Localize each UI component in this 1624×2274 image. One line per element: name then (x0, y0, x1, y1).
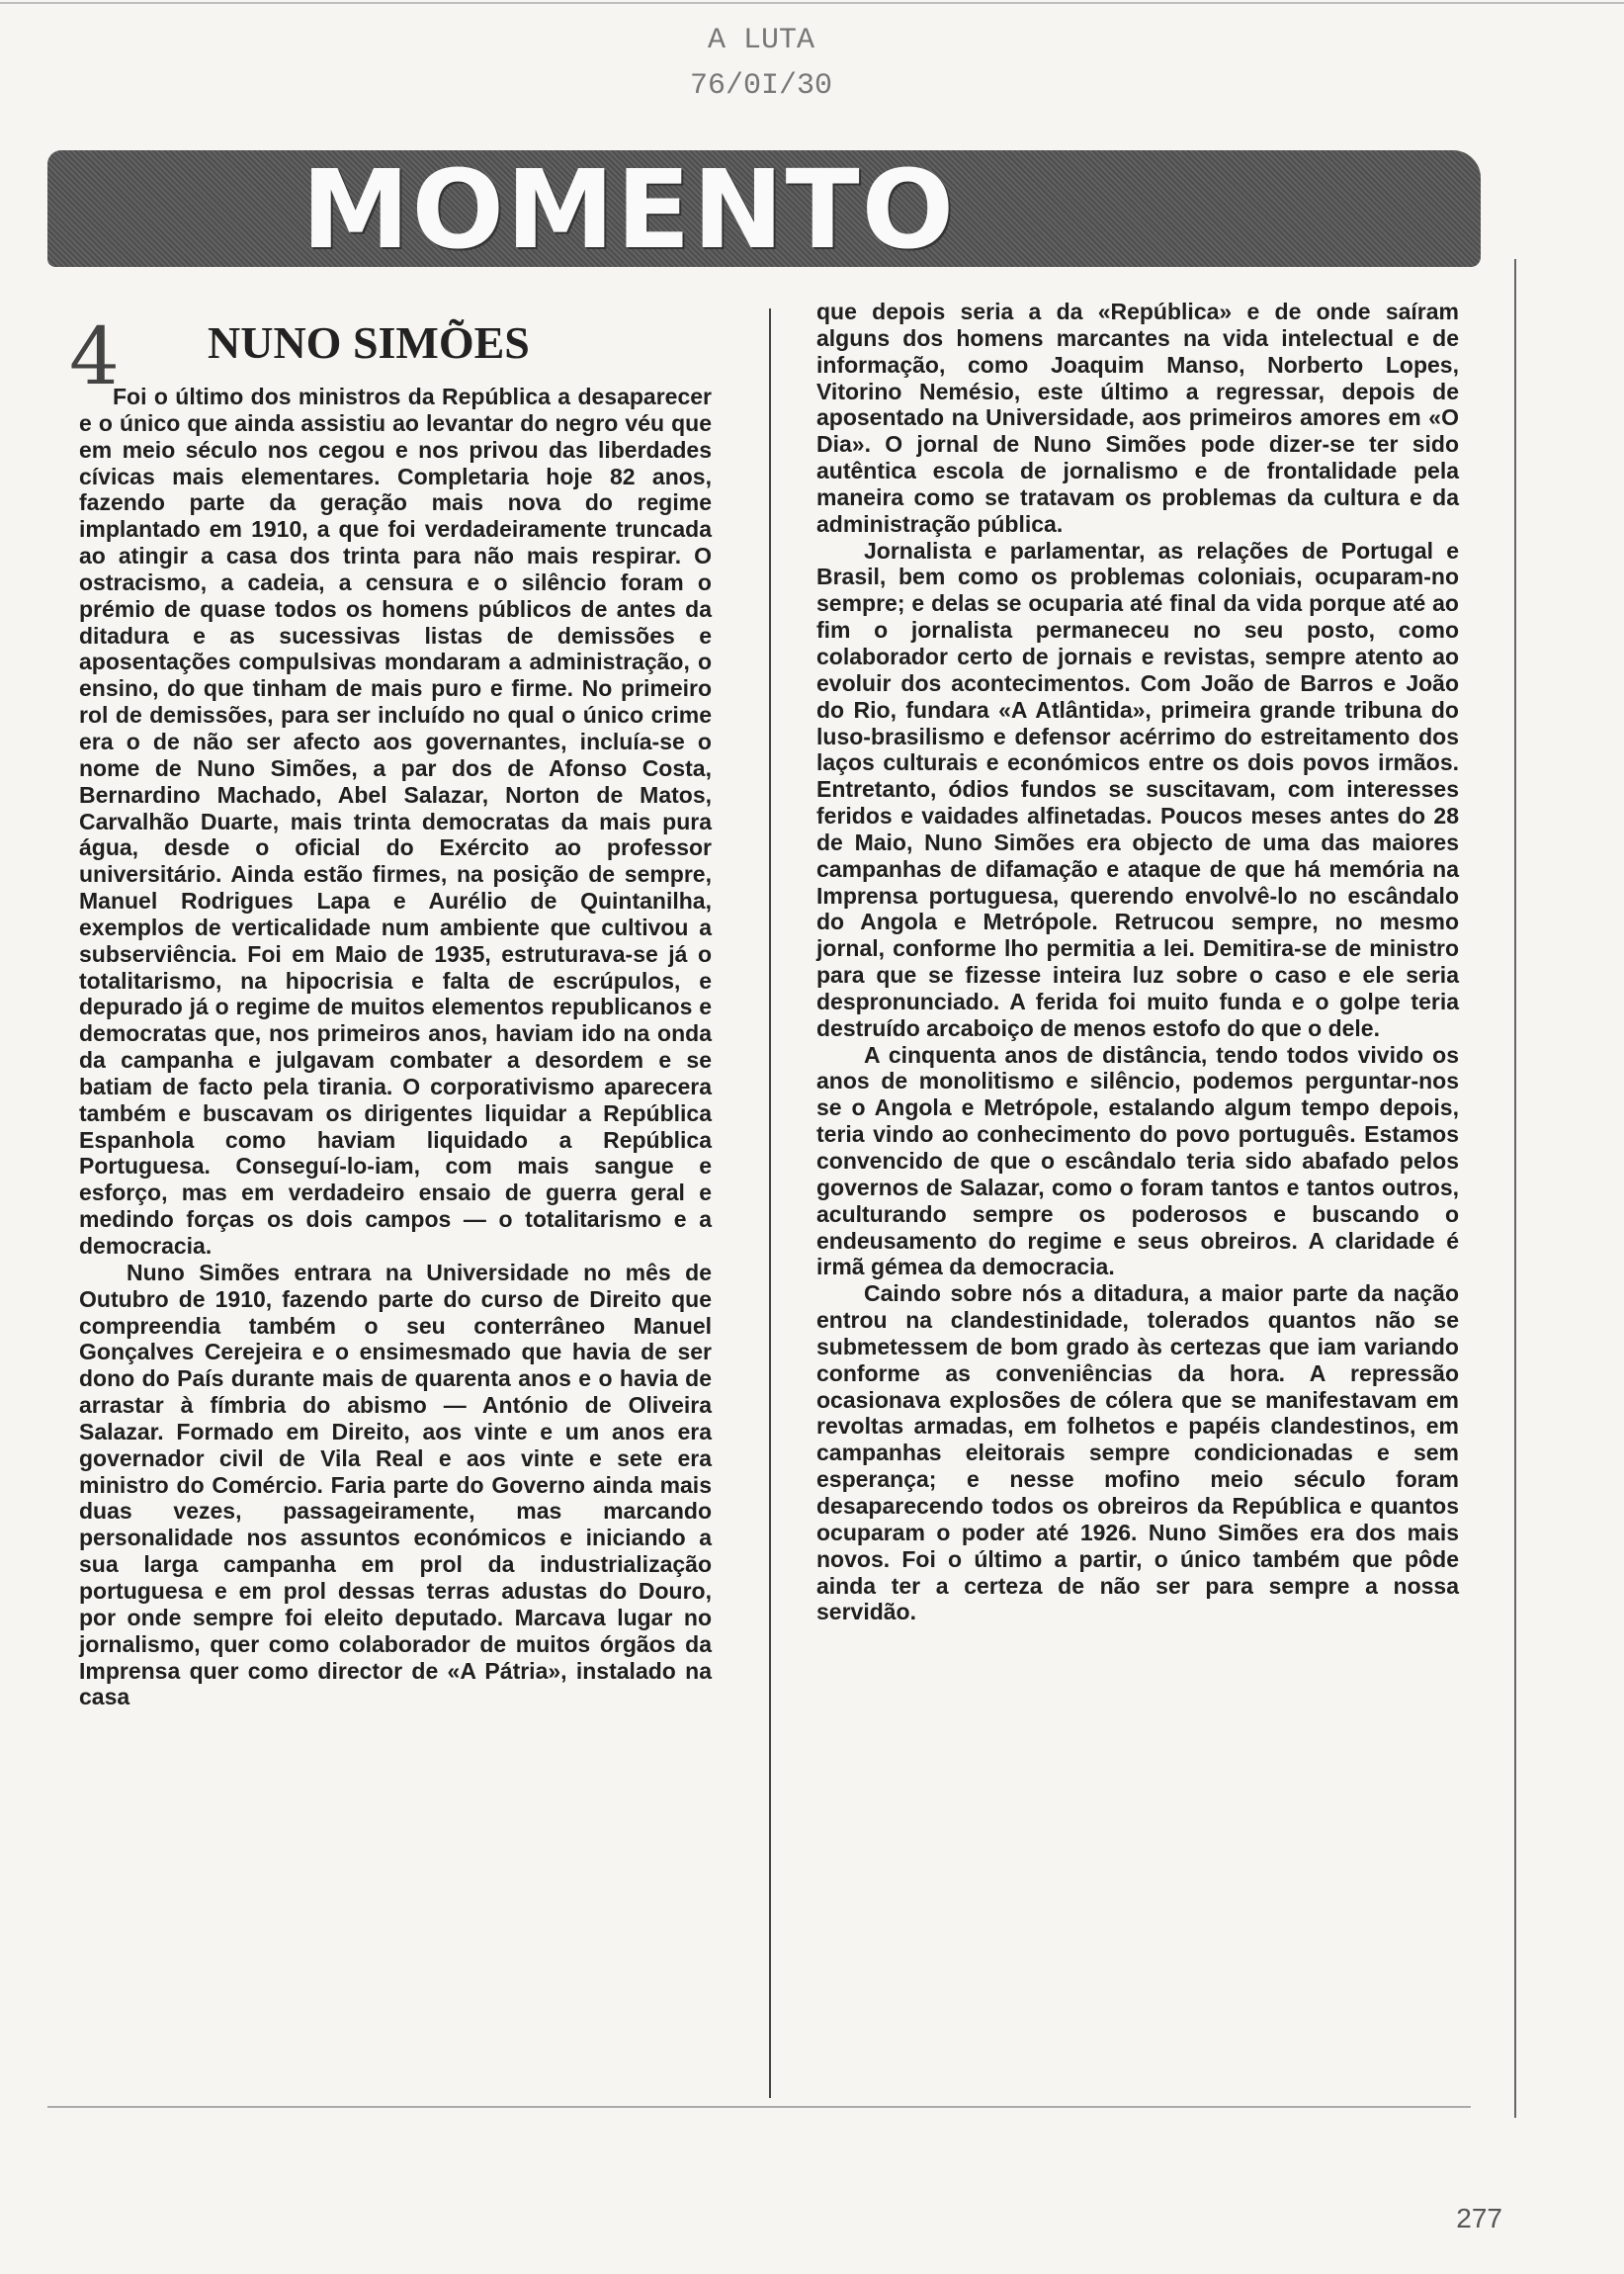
article-paragraph: A cinquenta anos de distância, tendo todos vivido os anos de monolitismo e silêncio, podemos perguntar-nos se o Angola e Metrópole, estalando algum tempo depois, teria vindo ao conhecimento do povo português. Estamos convencido de que o escândalo teria sido abafado pelos governos de Salazar, como o foram tantos e tantos outros, aculturando sempre os poderosos e buscando o endeusamento do regime e seus obreiros. A claridade é irmã gémea da democracia. (816, 1041, 1459, 1280)
stamp-date: 76/0I/30 (689, 69, 833, 103)
column-divider (769, 308, 771, 2098)
article-paragraph: Nuno Simões entrara na Universidade no mês de Outubro de 1910, fazendo parte do curso de Direito que compreendia também o seu conterrâneo Manuel Gonçalves Cerejeira e o ensimesmado que havia de ser dono do País durante mais de quarenta anos e o havia de arrastar à fímbria do abismo — António de Oliveira Salazar. Formado em Direito, aos vinte e um anos era governador civil de Vila Real e aos vinte e sete era ministro do Comércio. Faria parte do Governo ainda mais duas vezes, passageiramente, mas marcando personalidade nos assuntos económicos e iniciando a sua larga campanha em prol da industrialização portuguesa e em prol dessas terras adustas do Douro, por onde sempre foi eleito deputado. Marcava lugar no jornalismo, quer como colaborador de muitos órgãos da Imprensa quer como director de «A Pátria», instalado na casa (79, 1259, 712, 1710)
newspaper-stamp (633, 18, 890, 109)
article-title: NUNO SIMÕES (208, 317, 530, 368)
article-left-column (79, 384, 712, 1710)
right-margin-rule (1514, 259, 1516, 2118)
article-right-column (816, 299, 1459, 1625)
handwritten-margin-mark: 4 (69, 310, 120, 402)
article-paragraph: Foi o último dos ministros da República a desaparecer e o único que ainda assistiu ao levantar do negro véu que em meio século nos cegou e nos privou das liberdades cívicas mais elementares. Completaria hoje 82 anos, fazendo parte da geração mais nova do regime implantado em 1910, a que foi verdadeiramente truncada ao atingir a casa dos trinta para não mais respirar. O ostracismo, a cadeia, a censura e o silêncio foram o prémio de quase todos os homens públicos de antes da ditadura e as sucessivas listas de demissões e aposentações compulsivas mondaram a administração, o ensino, do que tinham de mais puro e firme. No primeiro rol de demissões, para ser incluído no qual o único crime era o de não ser afecto aos governantes, incluía-se o nome de Nuno Simões, a par dos de Afonso Costa, Bernardino Machado, Abel Salazar, Norton de Matos, Carvalhão Duarte, mais trinta democratas da mais pura água, desde o oficial do Exército ao professor universitário. Ainda estão firmes, na posição de sempre, Manuel Rodrigues Lapa e Aurélio de Quintanilha, exemplos de verticalidade num ambiente que cultivou a subserviência. Foi em Maio de 1935, estruturava-se já o totalitarismo, na hipocrisia e falta de escrúpulos, e depurado já o regime de muitos elementos republicanos e democratas que, nos primeiros anos, haviam ido na onda da campanha e julgavam combater a desordem e se batiam de facto pela tirania. O corporativismo aparecera também e buscavam os dirigentes liquidar a República Espanhola como haviam liquidado a República Portuguesa. Conseguí-lo-iam, com mais sangue e esforço, mas em verdadeiro ensaio de guerra geral e medindo forças os dois campos — o totalitarismo e a democracia. (79, 384, 712, 1259)
page-number: 277 (1456, 2203, 1502, 2233)
stamp-newspaper-name: A LUTA (707, 24, 815, 57)
article-paragraph: Caindo sobre nós a ditadura, a maior parte da nação entrou na clandestinidade, tolerados quantos não se submetessem de bom grado às certezas que iam variando conforme as conveniências da hora. A repressão ocasionava explosões de cólera que se manifestavam em revoltas armadas, em folhetos e papéis clandestinos, em campanhas eleitorais sempre condicionadas e sem esperança; e nesse mofino meio século foram desaparecendo todos os obreiros da República e quantos ocuparam o poder até 1926. Nuno Simões era dos mais novos. Foi o último a partir, o único também que pôde ainda ter a certeza de não ser para sempre a nossa servidão. (816, 1280, 1459, 1625)
article-paragraph: Jornalista e parlamentar, as relações de Portugal e Brasil, bem como os problemas coloniais, ocuparam-no sempre; e delas se ocuparia até final da vida porque até ao fim o jornalista permaneceu no seu posto, como colaborador certo de jornais e revistas, sempre atento ao evoluir dos acontecimentos. Com João de Barros e João do Rio, fundara «A Atlântida», primeira grande tribuna do luso-brasilismo e defensor acérrimo do estreitamento dos laços culturais e económicos entre os dois povos irmãos. Entretanto, ódios fundos se suscitavam, com interesses feridos e vaidades alfinetadas. Poucos meses antes do 28 de Maio, Nuno Simões era objecto de uma das maiores campanhas de difamação e ataque de que há memória na Imprensa portuguesa, querendo envolvê-lo no escândalo do Angola e Metrópole. Retrucou sempre, no mesmo jornal, conforme lho permitia a lei. Demitira-se de ministro para que se fizesse inteira luz sobre o caso e ele seria despronunciado. A ferida foi muito funda e o golpe teria destruído arcaboiço de menos estofo do que o dele. (816, 537, 1459, 1041)
top-border-line (0, 2, 1624, 4)
article-paragraph: que depois seria a da «República» e de onde saíram alguns dos homens marcantes na vida intelectual e de informação, como Joaquim Manso, Norberto Lopes, Vitorino Nemésio, este último a regressar, depois de aposentado na Universidade, aos primeiros amores em «O Dia». O jornal de Nuno Simões pode dizer-se ter sido autêntica escola de jornalismo e de frontalidade pela maneira como se tratavam os problemas da cultura e da administração pública. (816, 299, 1459, 537)
section-title: MOMENTO (301, 146, 957, 273)
bottom-rule (47, 2106, 1471, 2108)
